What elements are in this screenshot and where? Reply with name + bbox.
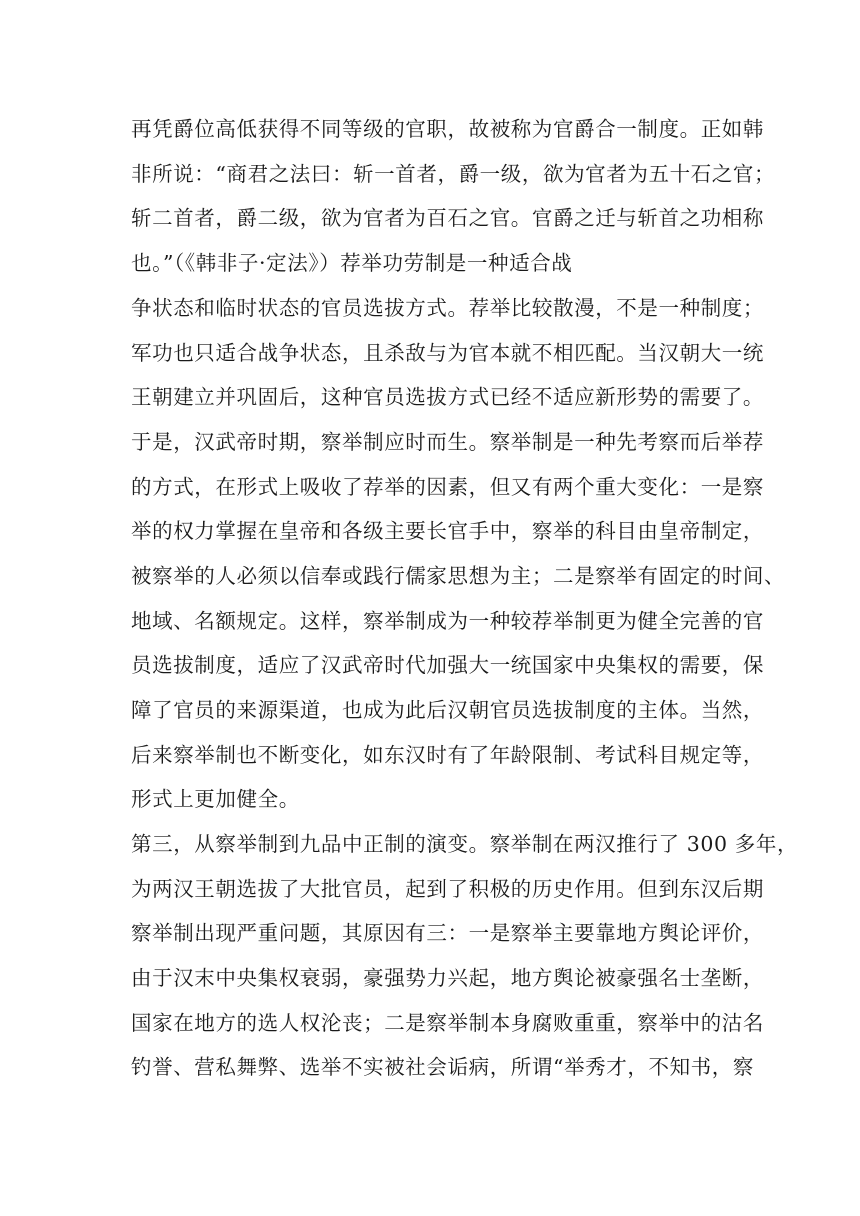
text-line: 军功也只适合战争状态，且杀敌与为官本就不相匹配。当汉朝大一统 bbox=[131, 341, 764, 365]
text-line: 形式上更加健全。 bbox=[131, 787, 300, 811]
text-line: 国家在地方的选人权沦丧；二是察举制本身腐败重重，察举中的沽名 bbox=[131, 1011, 764, 1035]
text-line: 的方式，在形式上吸收了荐举的因素，但又有两个重大变化：一是察 bbox=[131, 475, 764, 499]
text-line: 举的权力掌握在皇帝和各级主要长官手中，察举的科目由皇帝制定， bbox=[131, 519, 764, 543]
text-line: 非所说：“商君之法曰：斩一首者，爵一级，欲为官者为五十石之官； bbox=[131, 162, 776, 186]
text-line: 为两汉王朝选拔了大批官员，起到了积极的历史作用。但到东汉后期 bbox=[131, 877, 764, 901]
text-line: 再凭爵位高低获得不同等级的官职，故被称为官爵合一制度。正如韩 bbox=[131, 117, 764, 141]
text-line: 后来察举制也不断变化，如东汉时有了年龄限制、考试科目规定等， bbox=[131, 743, 764, 767]
text-line: 由于汉末中央集权衰弱，豪强势力兴起，地方舆论被豪强名士垄断， bbox=[131, 966, 764, 990]
text-line: 第三，从察举制到九品中正制的演变。察举制在两汉推行了 300 多年， bbox=[131, 832, 799, 856]
text-line: 争状态和临时状态的官员选拔方式。荐举比较散漫，不是一种制度； bbox=[131, 296, 764, 320]
text-line: 也。”（《韩非子·定法》）荐举功劳制是一种适合战 bbox=[131, 251, 573, 275]
text-line: 被察举的人必须以信奉或践行儒家思想为主；二是察举有固定的时间、 bbox=[131, 564, 786, 588]
text-line: 地域、名额规定。这样，察举制成为一种较荐举制更为健全完善的官 bbox=[131, 609, 764, 633]
text-line: 钓誉、营私舞弊、选举不实被社会诟病，所谓“举秀才，不知书，察 bbox=[131, 1055, 754, 1079]
text-line: 于是，汉武帝时期，察举制应时而生。察举制是一种先考察而后举荐 bbox=[131, 430, 764, 454]
text-line: 员选拔制度，适应了汉武帝时代加强大一统国家中央集权的需要，保 bbox=[131, 653, 764, 677]
text-line: 斩二首者，爵二级，欲为官者为百石之官。官爵之迁与斩首之功相称 bbox=[131, 206, 764, 230]
text-line: 王朝建立并巩固后，这种官员选拔方式已经不适应新形势的需要了。 bbox=[131, 385, 764, 409]
text-line: 障了官员的来源渠道，也成为此后汉朝官员选拔制度的主体。当然， bbox=[131, 698, 764, 722]
text-line: 察举制出现严重问题，其原因有三：一是察举主要靠地方舆论评价， bbox=[131, 921, 764, 945]
